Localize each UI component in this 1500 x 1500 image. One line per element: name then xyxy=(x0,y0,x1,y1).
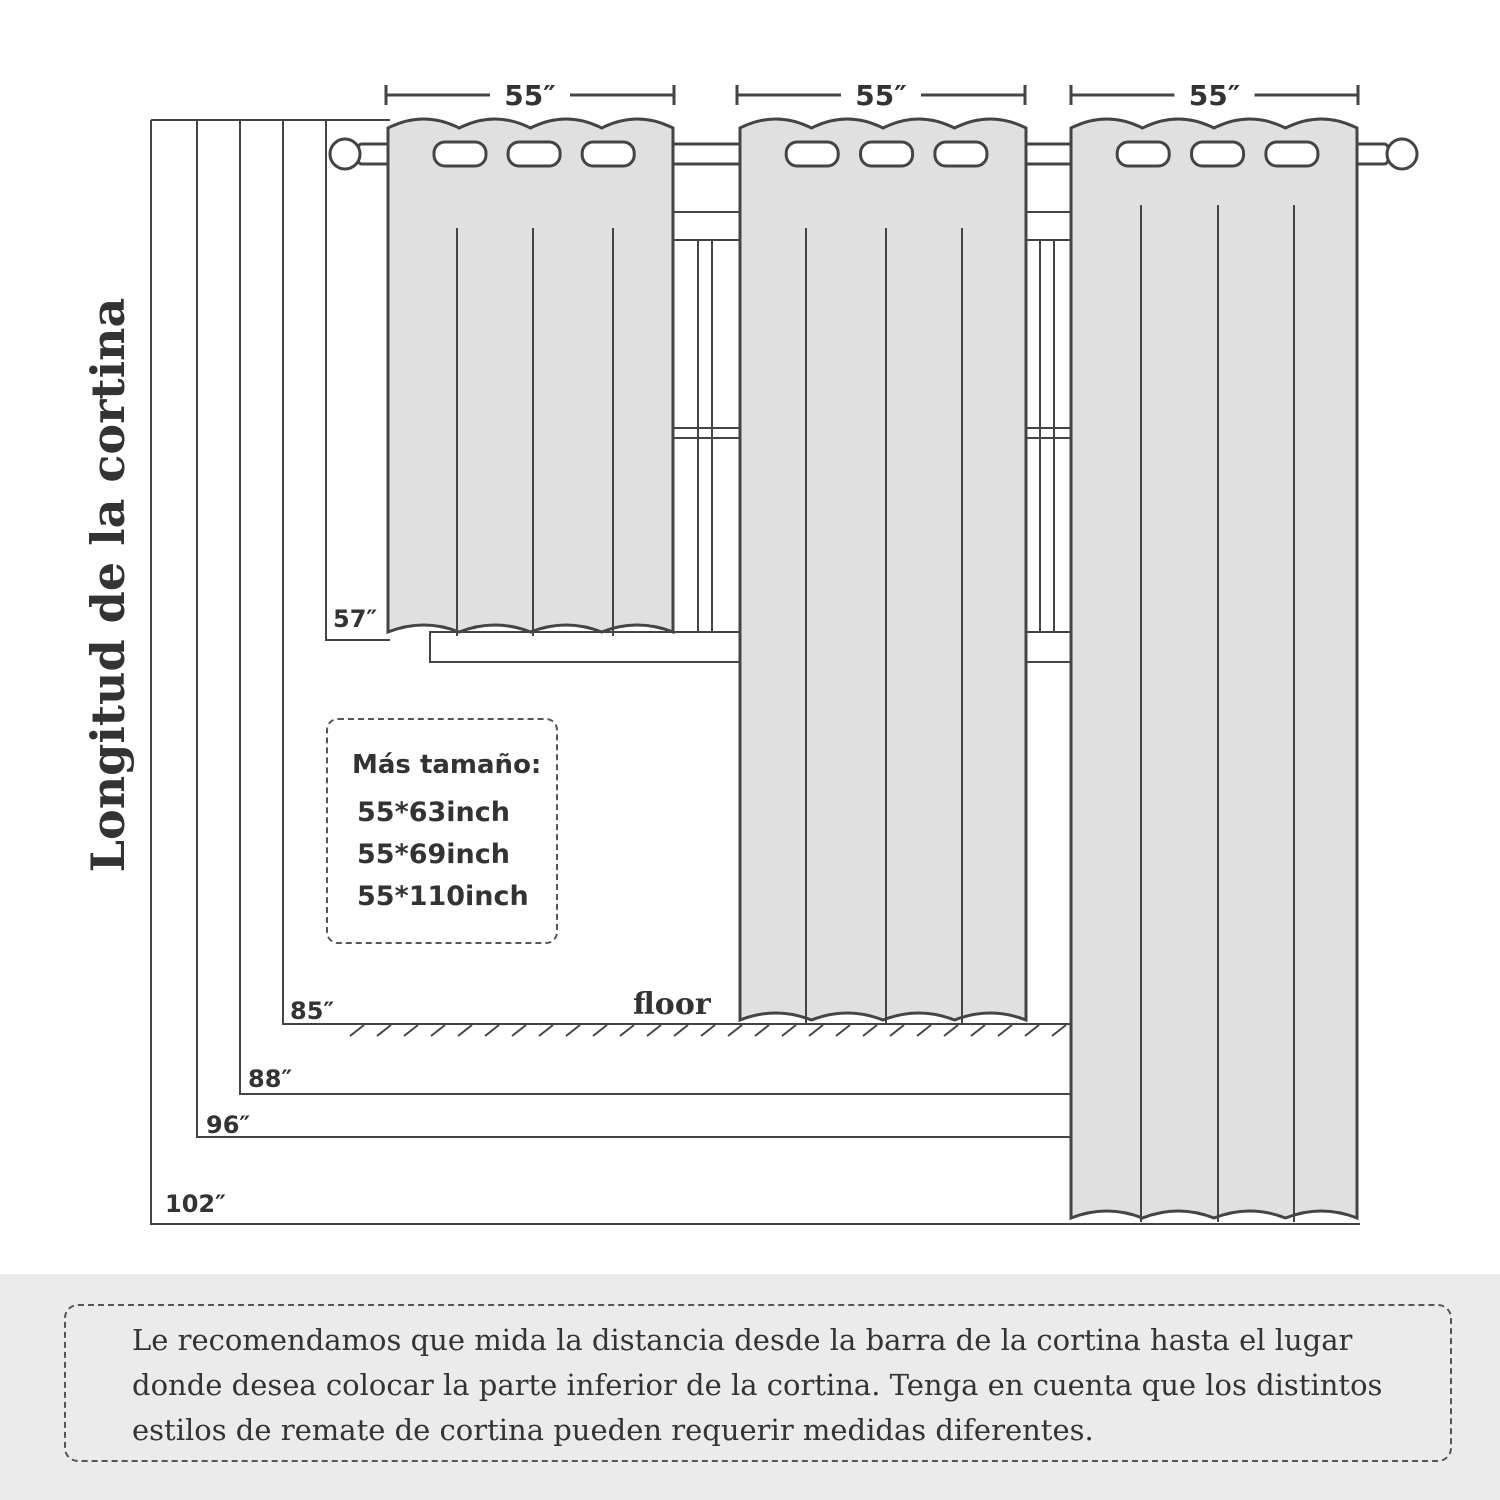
floor-hatch xyxy=(836,1025,850,1036)
floor-hatch xyxy=(1052,1025,1066,1036)
floor-hatch xyxy=(863,1025,877,1036)
length-label-102: 102″ xyxy=(165,1190,226,1218)
curtain-panels xyxy=(388,119,1357,1222)
rod-finial-right xyxy=(1387,139,1417,169)
grommet xyxy=(935,142,987,166)
floor-hatch xyxy=(917,1025,931,1036)
floor-hatch xyxy=(971,1025,985,1036)
size-option: 55*69inch xyxy=(357,839,510,870)
floor-hatch xyxy=(755,1025,769,1036)
length-label-88: 88″ xyxy=(248,1065,293,1093)
bracket-57 xyxy=(326,120,390,640)
floor-hatch xyxy=(728,1025,742,1036)
grommet xyxy=(786,142,838,166)
length-label-85: 85″ xyxy=(290,997,335,1025)
floor-hatch xyxy=(620,1025,634,1036)
curtain-fabric xyxy=(388,119,673,632)
rod-finial-left xyxy=(330,139,360,169)
width-dimension xyxy=(386,79,674,112)
more-sizes-title: Más tamaño: xyxy=(352,750,542,780)
floor-hatch xyxy=(998,1025,1012,1036)
width-dimension xyxy=(1071,79,1358,112)
floor-hatch xyxy=(458,1025,472,1036)
width-label: 55″ xyxy=(855,79,907,112)
floor-hatch xyxy=(593,1025,607,1036)
grommet xyxy=(1117,142,1169,166)
floor-hatch xyxy=(674,1025,688,1036)
floor-hatch xyxy=(485,1025,499,1036)
floor-hatch xyxy=(782,1025,796,1036)
measurement-note: Le recomendamos que mida la distancia desde la barra de la cortina hasta el lugar donde desea colocar la parte inferior de la cortina. Tenga en cuenta que los distintos estilos de remate de cortina pueden requerir medidas diferentes. xyxy=(132,1323,1383,1447)
floor-line xyxy=(283,1024,1072,1036)
curtain-panel xyxy=(1071,119,1357,1222)
width-dimensions xyxy=(386,79,1358,112)
vertical-title: Longitud de la cortina xyxy=(81,297,135,873)
floor-label: floor xyxy=(633,987,711,1022)
grommet xyxy=(434,142,486,166)
floor-hatch xyxy=(350,1025,364,1036)
curtain-panel xyxy=(388,119,673,636)
floor-hatch xyxy=(647,1025,661,1036)
floor-hatch xyxy=(431,1025,445,1036)
curtain-fabric xyxy=(1071,119,1357,1218)
width-dimension xyxy=(737,79,1025,112)
size-option: 55*110inch xyxy=(357,881,529,912)
floor-hatch xyxy=(377,1025,391,1036)
floor-hatch xyxy=(512,1025,526,1036)
curtain-fabric xyxy=(740,119,1026,1020)
length-label-96: 96″ xyxy=(206,1111,251,1139)
width-label: 55″ xyxy=(1188,79,1241,112)
floor-hatch xyxy=(566,1025,580,1036)
floor-hatch xyxy=(1025,1025,1039,1036)
floor-hatch xyxy=(404,1025,418,1036)
curtain-panel xyxy=(740,119,1026,1024)
width-label: 55″ xyxy=(504,79,556,112)
grommet xyxy=(508,142,560,166)
length-label-57: 57″ xyxy=(333,605,378,633)
grommet xyxy=(582,142,634,166)
floor-hatch xyxy=(539,1025,553,1036)
size-option: 55*63inch xyxy=(357,797,510,828)
grommet xyxy=(1266,142,1318,166)
grommet xyxy=(861,142,913,166)
floor-hatch xyxy=(944,1025,958,1036)
floor-hatch xyxy=(701,1025,715,1036)
floor-hatch xyxy=(890,1025,904,1036)
grommet xyxy=(1192,142,1244,166)
floor-hatch xyxy=(809,1025,823,1036)
